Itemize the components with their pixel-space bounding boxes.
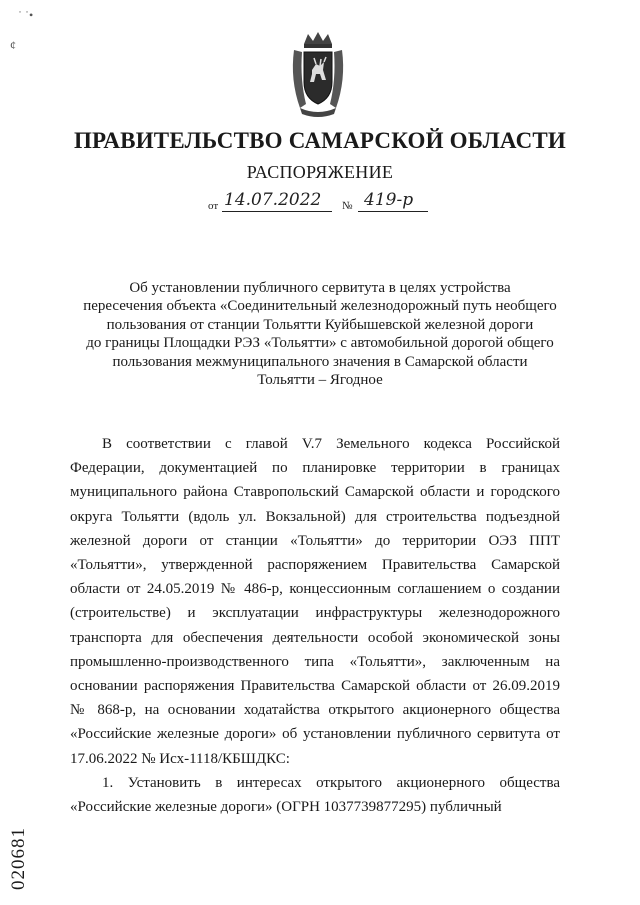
coat-of-arms-icon [286,30,350,118]
scan-mark: ˙ ˙• [18,8,34,22]
document-type: РАСПОРЯЖЕНИЕ [246,162,394,182]
date-value: 14.07.2022 [224,190,322,210]
scan-mark-2: ¢ [10,38,16,52]
subject-line: до границы Площадки РЭЗ «Тольятти» с автомобильной дорогой общего [86,335,554,352]
date-number-line [208,190,448,216]
subject-line: Тольятти – Ягодное [257,372,383,389]
subject-line: пользования от станции Тольятти Куйбышевской железной дороги [106,316,534,333]
body-paragraph: 1. Установить в интересах открытого акционерного общества «Российские железные дороги» (ОГРН 1037739877295) публичный [70,774,560,816]
body-paragraph: В соответствии с главой V.7 Земельного кодекса Российской Федерации, документацией по планировке территории в границах муниципального района Ставропольский Самарской области и городского округа Тольятти (вдоль ул. Вокзальной) для строительства подъездной железной дороги от станции «Тольятти» до территории ОЭЗ ППТ «Тольятти», утвержденной распоряжением Правительства Самарской области от 24.05.2019 № 486-р, концессионным соглашением о создании (строительстве) и эксплуатации инфраструктуры железнодорожного транспорта для обеспечения деятельности особой экономической зоны промышленно-производственного типа «Тольятти», заключенным на основании распоряжения Правительства Самарской области от 26.09.2019 № 868-р, на основании ходатайства открытого акционерного общества «Российские железные дороги» об установлении публичного сервитута от 17.06.2022 № Исх-1118/КБШДКС: [70,436,560,767]
subject-line: Об установлении публичного сервитута в целях устройства [129,280,511,296]
document-subject [60,279,580,389]
document-body [70,432,560,819]
number-value: 419-р [364,190,414,210]
margin-serial-number: 020681 [8,827,29,890]
subject-line: пересечения объекта «Соединительный железнодорожный путь необщего [83,298,557,315]
number-underline [358,211,428,212]
date-prefix: от [208,200,219,212]
org-title: ПРАВИТЕЛЬСТВО САМАРСКОЙ ОБЛАСТИ [73,128,567,153]
subject-line: пользования межмуниципального значения в Самарской области [112,353,528,370]
date-underline [222,211,332,212]
number-prefix: № [342,200,353,212]
